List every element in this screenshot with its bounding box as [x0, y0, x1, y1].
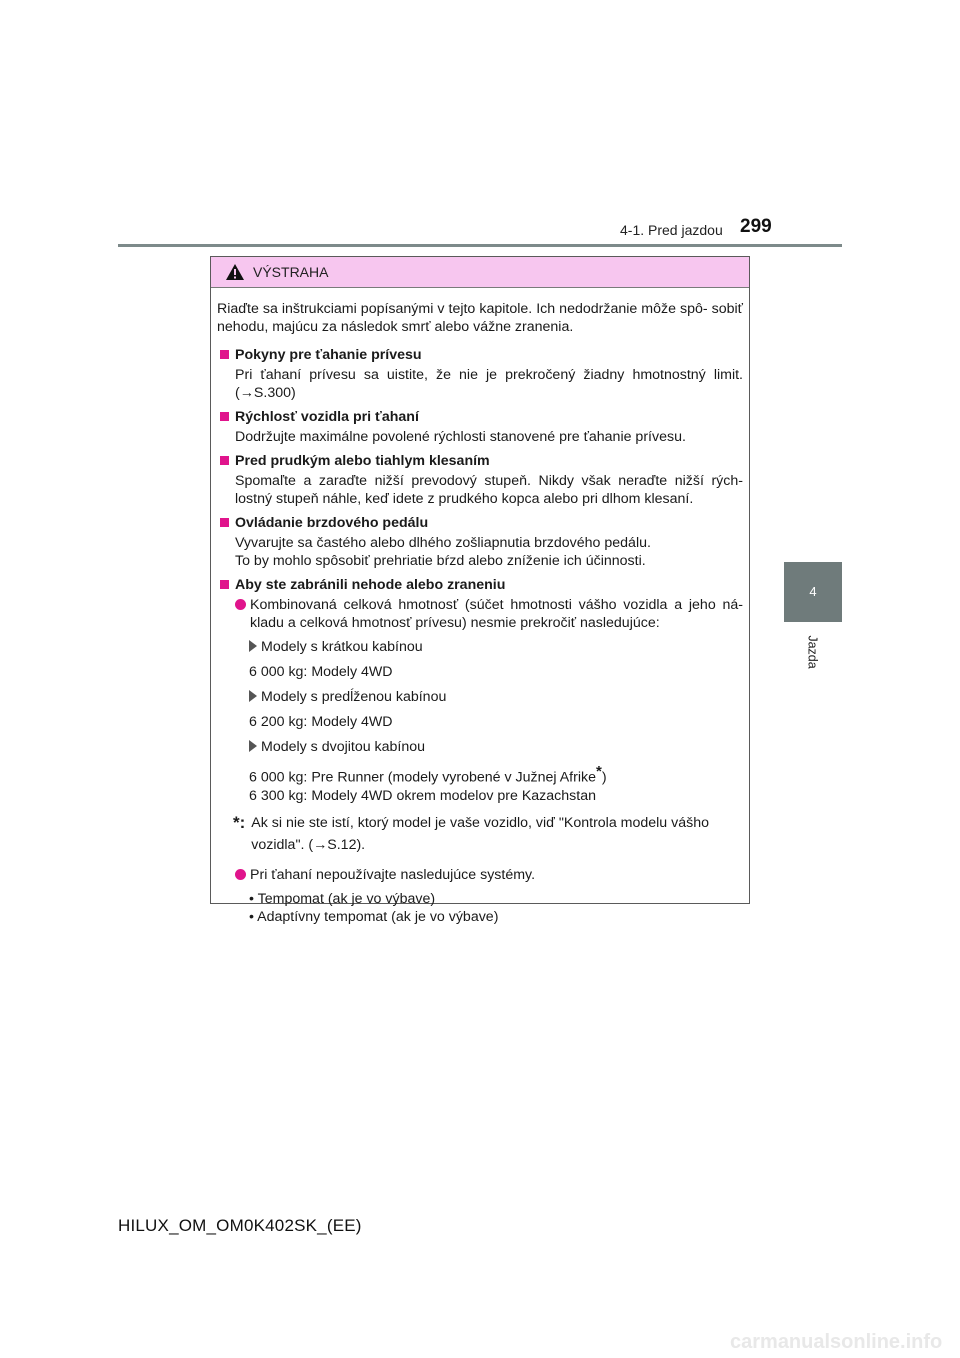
triangle-bullet-icon	[249, 640, 257, 652]
chapter-label	[784, 632, 842, 672]
warning-header	[211, 257, 749, 288]
section-text-2: To by mohlo spôsobiť prehriatie bŕzd alebo zníženie ich účinnosti.	[235, 553, 646, 569]
triangle-bullet-icon	[249, 740, 257, 752]
section-text: Dodržujte maximálne povolené rýchlosti stanovené pre ťahanie prívesu.	[235, 429, 686, 445]
warning-box	[210, 256, 750, 925]
document-code: HILUX_OM_OM0K402SK_(EE)	[118, 1216, 362, 1235]
square-bullet-icon	[220, 412, 229, 421]
section-towing-speed	[217, 408, 743, 446]
system-item: • Adaptívny tempomat (ak je vo výbave)	[249, 908, 499, 925]
circle-bullet-icon	[235, 869, 246, 880]
list-item: Pri ťahaní nepoužívajte nasledujúce systémy.	[217, 866, 743, 884]
model-weight: 6 300 kg: Modely 4WD okrem modelov pre Kazachstan	[249, 787, 596, 804]
section-prevent-accident	[217, 576, 743, 926]
section-text: Spomaľte a zaraďte nižší prevodový stupeň. Nikdy však neraďte nižší rých- lostný stupeň náhle, keď idete z prudkého kopca alebo pri dlhom klesaní.	[235, 473, 743, 507]
warning-title: VÝSTRAHA	[253, 264, 329, 280]
footnote-marker: *:	[233, 812, 246, 832]
section-downhill	[217, 452, 743, 508]
warning-intro: Riaďte sa inštrukciami popísanými v tejto kapitole. Ich nedodržanie môže spô- sobiť nehodu, majúcu za následok smrť alebo vážne zranenia.	[217, 301, 743, 335]
square-bullet-icon	[220, 350, 229, 359]
section-title: Aby ste zabránili nehode alebo zraneniu	[217, 576, 743, 594]
watermark-logo	[724, 1322, 960, 1358]
section-towing-instructions	[217, 346, 743, 402]
model-label: Modely s krátkou kabínou	[217, 638, 743, 656]
page-number: 299	[740, 216, 772, 237]
model-weight: 6 000 kg: Pre Runner (modely vyrobené v Južnej Afrike*)	[249, 763, 607, 786]
footnote-text: Ak si nie ste istí, ktorý model je vaše vozidlo, viď "Kontrola modelu vášho vozidla". (→S.12).	[251, 814, 709, 853]
model-weight: 6 200 kg: Modely 4WD	[249, 714, 393, 730]
chapter-number: 4	[809, 584, 817, 599]
section-brake-pedal	[217, 514, 743, 570]
header-section-title: 4-1. Pred jazdou	[620, 222, 723, 238]
list-item: Kombinovaná celková hmotnosť (súčet hmotnosti vášho vozidla a jeho ná- kladu a celková hmotnosť prívesu) nesmie prekročiť nasledujúce:	[217, 596, 743, 632]
section-text: Vyvarujte sa častého alebo dlhého zošliapnutia brzdového pedálu.	[235, 535, 651, 551]
section-title: Pokyny pre ťahanie prívesu	[217, 346, 743, 364]
model-label: Modely s dvojitou kabínou	[217, 738, 743, 756]
warning-body	[211, 288, 749, 926]
footnote-star: *	[595, 763, 602, 780]
header-divider	[118, 244, 842, 247]
section-title: Rýchlosť vozidla pri ťahaní	[217, 408, 743, 426]
chapter-title: Jazda	[805, 635, 820, 669]
circle-bullet-icon	[235, 599, 246, 610]
system-item: • Tempomat (ak je vo výbave)	[249, 890, 436, 907]
square-bullet-icon	[220, 580, 229, 589]
section-title: Ovládanie brzdového pedálu	[217, 514, 743, 532]
square-bullet-icon	[220, 456, 229, 465]
watermark-text: carmanualsonline.info	[730, 1331, 943, 1353]
warning-triangle-icon	[225, 263, 245, 281]
chapter-tab[interactable]	[784, 562, 842, 622]
section-text: Pri ťahaní prívesu sa uistite, že nie je prekročený žiadny hmotnostný limit. (→S.300)	[235, 367, 743, 401]
triangle-bullet-icon	[249, 690, 257, 702]
model-weight: 6 000 kg: Modely 4WD	[249, 664, 393, 680]
square-bullet-icon	[220, 518, 229, 527]
footnote	[217, 812, 743, 856]
model-label: Modely s predĺženou kabínou	[217, 688, 743, 706]
section-title: Pred prudkým alebo tiahlym klesaním	[217, 452, 743, 470]
